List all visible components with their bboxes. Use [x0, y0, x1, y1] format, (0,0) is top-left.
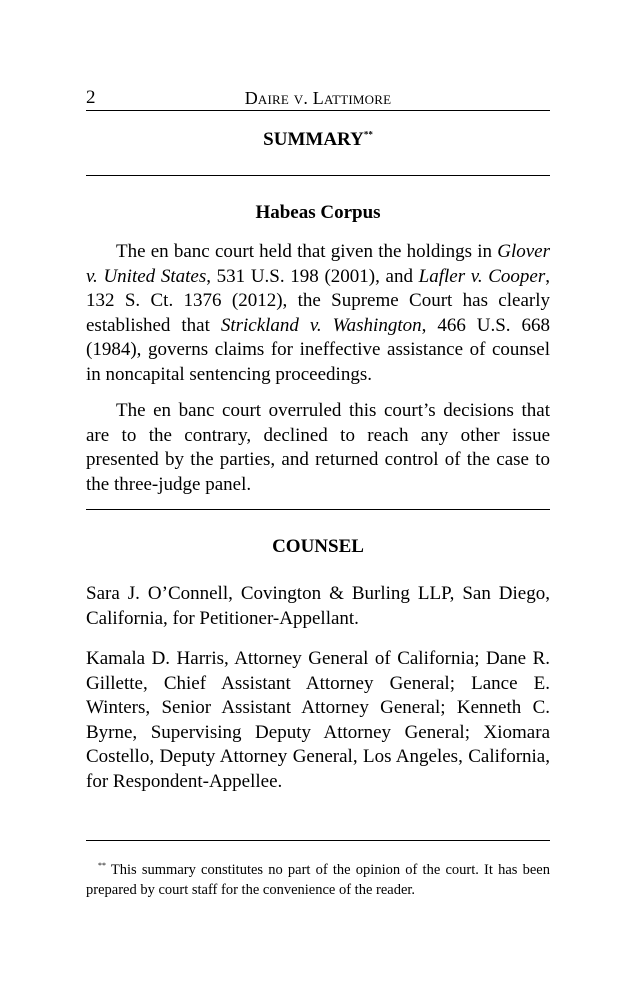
paragraph-1-text-2: , 531 U.S. 198 (2001), and: [206, 265, 419, 287]
summary-footnote-mark: **: [363, 129, 373, 140]
case-citation-lafler: Lafler v. Cooper: [418, 265, 546, 287]
paragraph-1-text-3: , 132 S. Ct. 1376 (2012), the Supreme Court has clearly established that: [86, 265, 550, 336]
counsel-petitioner: Sara J. O’Connell, Covington & Burling LLP, San Diego, California, for Petitioner-Appellant.: [86, 583, 550, 629]
summary-heading-text: SUMMARY: [263, 129, 364, 150]
paragraph-1-text-1: The en banc court held that given the holdings in: [116, 241, 498, 262]
summary-subheading: Habeas Corpus: [255, 202, 381, 223]
counsel-heading: COUNSEL: [272, 536, 364, 557]
running-head: [86, 86, 550, 111]
summary-bottom-rule: [86, 509, 550, 510]
case-citation-strickland: Strickland v. Washington: [220, 314, 422, 336]
counsel-respondent: Kamala D. Harris, Attorney General of California; Dane R. Gillette, Chief Assistant Attorney General; Lance E. Winters, Senior Assistant Attorney General; Kenneth C. Byrne, Supervising Deputy Attorney General; Xiomara Costello, Deputy Attorney General, Los Angeles, California, for Respondent-Appellee.: [86, 648, 550, 792]
footnote-mark: **: [98, 861, 106, 871]
footnote-rule: [86, 840, 550, 841]
footnote: [86, 860, 550, 900]
paragraph-1-text-4: , 466 U.S. 668 (1984), governs claims for ineffective assistance of counsel in noncapital sentencing proceedings.: [86, 314, 551, 385]
case-title: Daire v. Lattimore: [244, 88, 392, 108]
case-citation-glover: Glover v. United States: [86, 241, 550, 287]
summary-paragraph-2: The en banc court overruled this court’s decisions that are to the contrary, declined to reach any other issue presented by the parties, and returned control of the case to the three-judge panel.: [86, 400, 550, 495]
summary-top-rule: [86, 175, 550, 176]
summary-heading: [86, 129, 550, 151]
page-number: 2: [86, 87, 96, 108]
footnote-text: This summary constitutes no part of the opinion of the court. It has been prepared by court staff for the convenience of the reader.: [86, 862, 550, 898]
summary-paragraph-1: [86, 240, 550, 387]
